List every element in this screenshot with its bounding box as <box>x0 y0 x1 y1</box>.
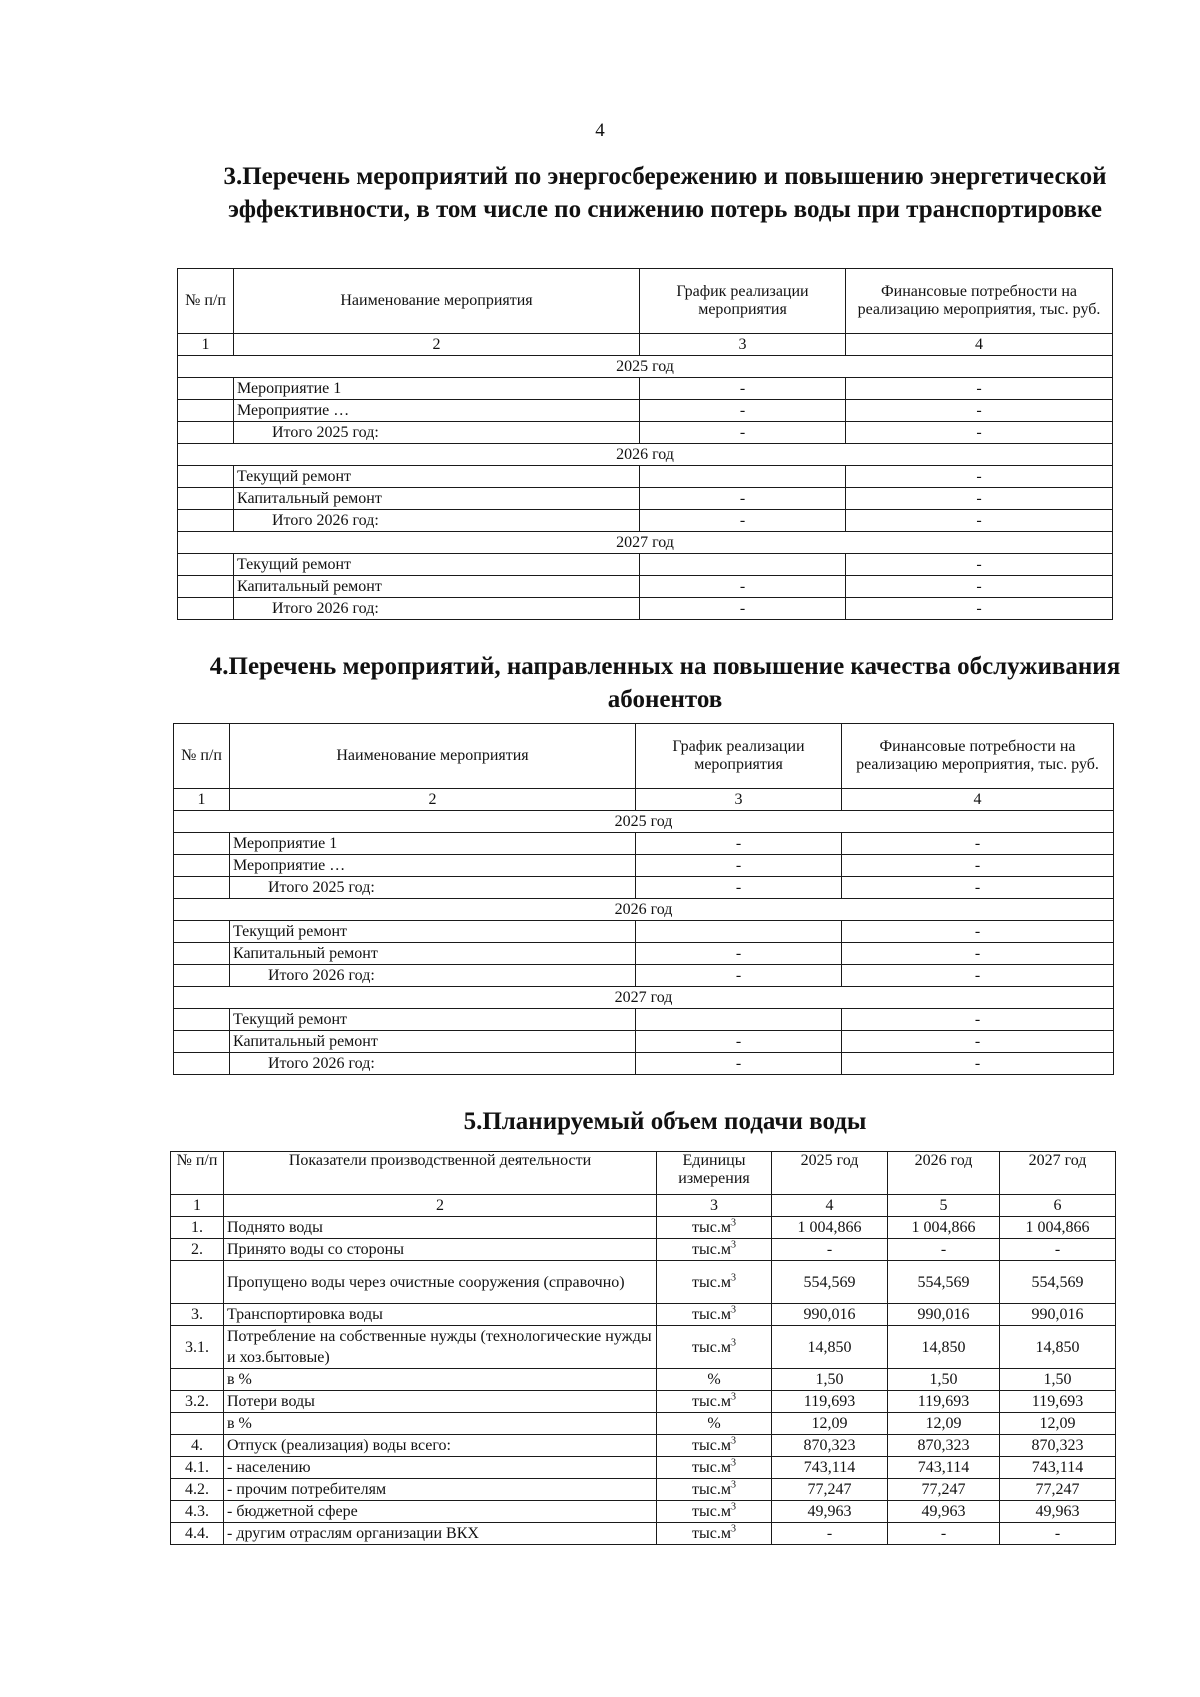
value-2027: 554,569 <box>1000 1261 1116 1304</box>
col-number: 5 <box>888 1195 1000 1217</box>
unit-value <box>657 1261 772 1304</box>
activity-name: Мероприятие … <box>234 400 640 422</box>
value-2027: 77,247 <box>1000 1479 1116 1501</box>
value-2026: 77,247 <box>888 1479 1000 1501</box>
table-row <box>171 1261 1116 1304</box>
value-2025: 990,016 <box>772 1304 888 1326</box>
section-3-title: 3.Перечень мероприятий по энергосбережению и повышению энергетической эффективности, в том числе по снижению потерь воды при транспортировке <box>223 163 1107 223</box>
value-2025: 1 004,866 <box>772 1217 888 1239</box>
unit-superscript: 3 <box>730 1391 736 1403</box>
total-row <box>174 1053 1114 1075</box>
schedule-value: - <box>636 855 842 877</box>
value-2025: 77,247 <box>772 1479 888 1501</box>
activity-name: Итого 2026 год: <box>230 1053 636 1075</box>
finance-value: - <box>846 488 1113 510</box>
col-number: 3 <box>636 789 842 811</box>
activity-name: Итого 2025 год: <box>234 422 640 444</box>
col-number: 3 <box>640 334 846 356</box>
row-number: 2. <box>171 1239 224 1261</box>
finance-value: - <box>846 554 1113 576</box>
finance-value: - <box>842 1053 1114 1075</box>
unit-superscript: 3 <box>730 1457 736 1469</box>
table-row <box>178 378 1113 400</box>
value-2026: 119,693 <box>888 1391 1000 1413</box>
header-activity-name: Наименование мероприятия <box>234 269 640 334</box>
finance-value: - <box>842 965 1114 987</box>
finance-value: - <box>846 400 1113 422</box>
indicator-name: Пропущено воды через очистные сооружения (справочно) <box>224 1261 657 1304</box>
unit-text: тыс.м <box>692 1525 731 1542</box>
total-row <box>178 510 1113 532</box>
finance-value: - <box>846 510 1113 532</box>
finance-value: - <box>846 576 1113 598</box>
year-row <box>174 987 1114 1009</box>
year-row <box>178 532 1113 554</box>
year-row <box>174 811 1114 833</box>
value-2025: 12,09 <box>772 1413 888 1435</box>
table-row <box>171 1369 1116 1391</box>
indicator-name: Потери воды <box>224 1391 657 1413</box>
year-label: 2027 год <box>178 532 1113 554</box>
unit-text: тыс.м <box>692 1437 731 1454</box>
col-number: 2 <box>224 1195 657 1217</box>
table-row <box>174 1009 1114 1031</box>
schedule-value: - <box>640 598 846 620</box>
year-label: 2025 год <box>174 811 1114 833</box>
indicator-name: Потребление на собственные нужды (технологические нужды и хоз.бытовые) <box>224 1326 657 1369</box>
value-2025: 49,963 <box>772 1501 888 1523</box>
unit-text: тыс.м <box>692 1219 731 1236</box>
activity-name: Мероприятие … <box>230 855 636 877</box>
row-number: 3.2. <box>171 1391 224 1413</box>
schedule-value: - <box>636 833 842 855</box>
table-row <box>174 855 1114 877</box>
activity-name: Капитальный ремонт <box>230 1031 636 1053</box>
value-2026: 870,323 <box>888 1435 1000 1457</box>
table-row <box>178 488 1113 510</box>
indicator-name: - другим отраслям организации ВКХ <box>224 1523 657 1545</box>
year-row <box>178 444 1113 466</box>
value-2027: 1,50 <box>1000 1369 1116 1391</box>
total-row <box>174 877 1114 899</box>
header-number: № п/п <box>178 269 234 334</box>
finance-value: - <box>842 943 1114 965</box>
unit-value <box>657 1413 772 1435</box>
table-row <box>174 921 1114 943</box>
col-number: 3 <box>657 1195 772 1217</box>
finance-value: - <box>846 598 1113 620</box>
unit-text: % <box>707 1415 721 1432</box>
activity-name: Текущий ремонт <box>230 1009 636 1031</box>
row-number <box>171 1261 224 1304</box>
table-header-row <box>174 724 1114 789</box>
unit-superscript: 3 <box>730 1217 736 1229</box>
col-number: 6 <box>1000 1195 1116 1217</box>
schedule-value: - <box>640 422 846 444</box>
activity-name: Итого 2025 год: <box>230 877 636 899</box>
header-activity-name: Наименование мероприятия <box>230 724 636 789</box>
table-row <box>178 576 1113 598</box>
col-number: 1 <box>178 334 234 356</box>
table-header-row <box>178 269 1113 334</box>
section-4-table <box>173 723 1114 1075</box>
activity-name: Мероприятие 1 <box>230 833 636 855</box>
table-row <box>174 833 1114 855</box>
unit-value <box>657 1501 772 1523</box>
value-2027: - <box>1000 1523 1116 1545</box>
value-2027: 12,09 <box>1000 1413 1116 1435</box>
row-number <box>171 1413 224 1435</box>
indicator-name: - бюджетной сфере <box>224 1501 657 1523</box>
finance-value: - <box>842 1009 1114 1031</box>
unit-text: тыс.м <box>692 1503 731 1520</box>
unit-value <box>657 1435 772 1457</box>
unit-superscript: 3 <box>730 1479 736 1491</box>
page-number: 4 <box>595 120 605 141</box>
activity-name: Текущий ремонт <box>234 554 640 576</box>
section-4-title: 4.Перечень мероприятий, направленных на повышение качества обслуживания абонентов <box>209 653 1121 713</box>
schedule-value: - <box>640 400 846 422</box>
indicator-name: в % <box>224 1413 657 1435</box>
year-label: 2025 год <box>178 356 1113 378</box>
finance-value: - <box>846 378 1113 400</box>
unit-value <box>657 1326 772 1369</box>
schedule-value: - <box>636 1031 842 1053</box>
value-2025: 14,850 <box>772 1326 888 1369</box>
header-2026: 2026 год <box>888 1152 1000 1195</box>
schedule-value: - <box>640 510 846 532</box>
table-row <box>171 1304 1116 1326</box>
schedule-value: - <box>640 576 846 598</box>
schedule-value: - <box>636 965 842 987</box>
header-finance: Финансовые потребности на реализацию мероприятия, тыс. руб. <box>846 269 1113 334</box>
activity-name: Текущий ремонт <box>230 921 636 943</box>
value-2025: - <box>772 1239 888 1261</box>
table-row <box>171 1217 1116 1239</box>
header-schedule: График реализации мероприятия <box>640 269 846 334</box>
value-2026: - <box>888 1239 1000 1261</box>
unit-text: тыс.м <box>692 1338 731 1356</box>
unit-text: тыс.м <box>692 1459 731 1476</box>
activity-name: Капитальный ремонт <box>234 576 640 598</box>
col-number: 4 <box>772 1195 888 1217</box>
unit-superscript: 3 <box>730 1272 736 1284</box>
unit-superscript: 3 <box>730 1304 736 1316</box>
year-row <box>174 899 1114 921</box>
value-2025: 1,50 <box>772 1369 888 1391</box>
indicator-name: Отпуск (реализация) воды всего: <box>224 1435 657 1457</box>
indicator-name: Поднято воды <box>224 1217 657 1239</box>
finance-value: - <box>842 921 1114 943</box>
value-2026: 743,114 <box>888 1457 1000 1479</box>
value-2027: 743,114 <box>1000 1457 1116 1479</box>
schedule-value <box>636 921 842 943</box>
year-label: 2026 год <box>178 444 1113 466</box>
header-indicator: Показатели производственной деятельности <box>224 1152 657 1195</box>
finance-value: - <box>842 855 1114 877</box>
value-2025: 554,569 <box>772 1261 888 1304</box>
finance-value: - <box>842 877 1114 899</box>
header-finance: Финансовые потребности на реализацию мероприятия, тыс. руб. <box>842 724 1114 789</box>
table-row <box>171 1326 1116 1369</box>
table-row <box>171 1239 1116 1261</box>
header-2025: 2025 год <box>772 1152 888 1195</box>
unit-value <box>657 1391 772 1413</box>
table-row <box>171 1391 1116 1413</box>
row-number: 4. <box>171 1435 224 1457</box>
row-number: 4.3. <box>171 1501 224 1523</box>
activity-name: Капитальный ремонт <box>230 943 636 965</box>
section-5-table <box>170 1151 1116 1545</box>
value-2027: 49,963 <box>1000 1501 1116 1523</box>
value-2026: 12,09 <box>888 1413 1000 1435</box>
finance-value: - <box>842 833 1114 855</box>
unit-superscript: 3 <box>730 1337 736 1349</box>
unit-superscript: 3 <box>730 1501 736 1513</box>
schedule-value: - <box>640 488 846 510</box>
total-row <box>178 422 1113 444</box>
indicator-name: Транспортировка воды <box>224 1304 657 1326</box>
table-row <box>171 1523 1116 1545</box>
finance-value: - <box>842 1031 1114 1053</box>
unit-value <box>657 1523 772 1545</box>
schedule-value: - <box>636 943 842 965</box>
finance-value: - <box>846 422 1113 444</box>
header-unit: Единицы измерения <box>657 1152 772 1195</box>
unit-value <box>657 1239 772 1261</box>
table-row <box>178 554 1113 576</box>
value-2027: 990,016 <box>1000 1304 1116 1326</box>
unit-value <box>657 1217 772 1239</box>
total-row <box>174 965 1114 987</box>
value-2025: 743,114 <box>772 1457 888 1479</box>
unit-text: тыс.м <box>692 1241 731 1258</box>
table-row <box>171 1457 1116 1479</box>
value-2026: - <box>888 1523 1000 1545</box>
indicator-name: Принято воды со стороны <box>224 1239 657 1261</box>
table-row <box>171 1413 1116 1435</box>
table-row <box>178 400 1113 422</box>
unit-value <box>657 1457 772 1479</box>
unit-text: тыс.м <box>692 1393 731 1410</box>
row-number: 3. <box>171 1304 224 1326</box>
schedule-value: - <box>636 877 842 899</box>
value-2026: 1 004,866 <box>888 1217 1000 1239</box>
row-number: 4.1. <box>171 1457 224 1479</box>
schedule-value: - <box>636 1053 842 1075</box>
row-number <box>171 1369 224 1391</box>
value-2025: 119,693 <box>772 1391 888 1413</box>
value-2026: 1,50 <box>888 1369 1000 1391</box>
column-number-row <box>178 334 1113 356</box>
value-2026: 49,963 <box>888 1501 1000 1523</box>
unit-text: % <box>707 1371 721 1388</box>
value-2025: 870,323 <box>772 1435 888 1457</box>
unit-superscript: 3 <box>730 1239 736 1251</box>
header-schedule: График реализации мероприятия <box>636 724 842 789</box>
row-number: 1. <box>171 1217 224 1239</box>
indicator-name: - населению <box>224 1457 657 1479</box>
table-header-row <box>171 1152 1116 1195</box>
header-number: № п/п <box>171 1152 224 1195</box>
col-number: 4 <box>842 789 1114 811</box>
section-3-table <box>177 268 1113 620</box>
column-number-row <box>174 789 1114 811</box>
table-row <box>171 1479 1116 1501</box>
unit-value <box>657 1479 772 1501</box>
schedule-value: - <box>640 378 846 400</box>
row-number: 3.1. <box>171 1326 224 1369</box>
activity-name: Итого 2026 год: <box>230 965 636 987</box>
finance-value: - <box>846 466 1113 488</box>
row-number: 4.4. <box>171 1523 224 1545</box>
unit-superscript: 3 <box>730 1523 736 1535</box>
indicator-name: - прочим потребителям <box>224 1479 657 1501</box>
unit-text: тыс.м <box>692 1273 731 1291</box>
table-row <box>174 1031 1114 1053</box>
unit-text: тыс.м <box>692 1481 731 1498</box>
value-2026: 14,850 <box>888 1326 1000 1369</box>
value-2027: 14,850 <box>1000 1326 1116 1369</box>
activity-name: Итого 2026 год: <box>234 598 640 620</box>
header-2027: 2027 год <box>1000 1152 1116 1195</box>
table-row <box>171 1501 1116 1523</box>
section-5-body <box>171 1217 1116 1545</box>
column-number-row <box>171 1195 1116 1217</box>
value-2025: - <box>772 1523 888 1545</box>
header-number: № п/п <box>174 724 230 789</box>
col-number: 2 <box>230 789 636 811</box>
schedule-value <box>636 1009 842 1031</box>
year-row <box>178 356 1113 378</box>
col-number: 4 <box>846 334 1113 356</box>
activity-name: Итого 2026 год: <box>234 510 640 532</box>
activity-name: Капитальный ремонт <box>234 488 640 510</box>
value-2026: 554,569 <box>888 1261 1000 1304</box>
col-number: 1 <box>171 1195 224 1217</box>
activity-name: Мероприятие 1 <box>234 378 640 400</box>
year-label: 2026 год <box>174 899 1114 921</box>
table-row <box>174 943 1114 965</box>
activity-name: Текущий ремонт <box>234 466 640 488</box>
value-2027: 119,693 <box>1000 1391 1116 1413</box>
unit-value <box>657 1369 772 1391</box>
table-row <box>178 466 1113 488</box>
schedule-value <box>640 466 846 488</box>
unit-superscript: 3 <box>730 1435 736 1447</box>
total-row <box>178 598 1113 620</box>
value-2027: 870,323 <box>1000 1435 1116 1457</box>
schedule-value <box>640 554 846 576</box>
value-2026: 990,016 <box>888 1304 1000 1326</box>
table-row <box>171 1435 1116 1457</box>
value-2027: 1 004,866 <box>1000 1217 1116 1239</box>
indicator-name: в % <box>224 1369 657 1391</box>
section-5-title: 5.Планируемый объем подачи воды <box>463 1108 867 1135</box>
row-number: 4.2. <box>171 1479 224 1501</box>
col-number: 1 <box>174 789 230 811</box>
value-2027: - <box>1000 1239 1116 1261</box>
year-label: 2027 год <box>174 987 1114 1009</box>
unit-value <box>657 1304 772 1326</box>
unit-text: тыс.м <box>692 1306 731 1323</box>
col-number: 2 <box>234 334 640 356</box>
